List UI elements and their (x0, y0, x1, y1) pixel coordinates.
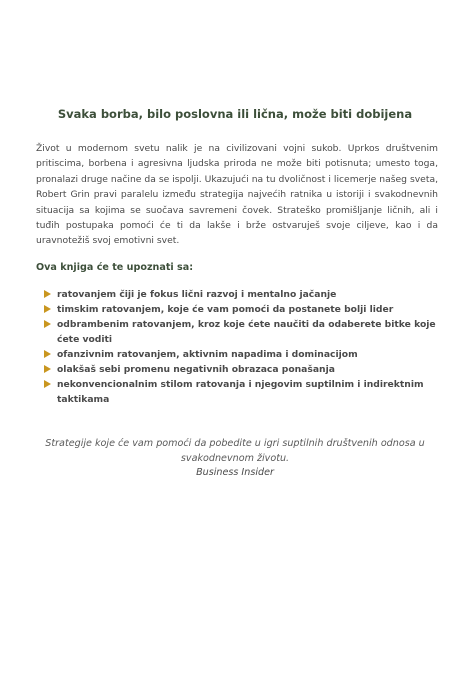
headline: Svaka borba, bilo poslovna ili lična, može biti dobijena (57, 106, 413, 121)
quote-source: Business Insider (196, 467, 274, 478)
list-item (44, 287, 444, 302)
testimonial-quote (0, 436, 470, 466)
quote-line-1: Strategije koje će vam pomoći da pobedite u igri suptilnih društvenih odnosa u (45, 438, 425, 449)
list-item (44, 347, 444, 362)
list-item-text: timskim ratovanjem, koje će vam pomoći da postanete bolji lider (57, 304, 394, 315)
intro-paragraph: Život u modernom svetu nalik je na civilizovani vojni sukob. Uprkos društvenim pritiscima, borbena i agresivna ljudska priroda ne može biti potisnuta; umesto toga, pronalazi druge načine da se ispolji. Ukazujući na tu dvoličnost i licemerje našeg sveta, Robert Grin pravi paralelu između strategija najvećih ratnika u istoriji i svakodnevnih situacija sa kojima se suočava savremeni čovek. Strateško promišljanje ličnih, ali i tuđih postupaka pomoći će ti da lakše i brže ostvaruješ svoje ciljeve, kao i da uravnotežiš svoj emotivni svet. (36, 143, 438, 247)
list-item (44, 362, 444, 377)
list-heading: Ova knjiga će te upoznati sa: (36, 262, 194, 273)
triangle-right-icon (44, 305, 51, 313)
triangle-right-icon (44, 350, 51, 358)
list-item (44, 317, 444, 347)
triangle-right-icon (44, 365, 51, 373)
list-item-text: ofanzivnim ratovanjem, aktivnim napadima i dominacijom (57, 349, 358, 360)
list-item-text: olakšaš sebi promenu negativnih obrazaca ponašanja (57, 364, 335, 375)
list-item-text: ratovanjem čiji je fokus lični razvoj i mentalno jačanje (57, 289, 337, 300)
triangle-right-icon (44, 320, 51, 328)
list-item-text: odbrambenim ratovanjem, kroz koje ćete naučiti da odaberete bitke koje ćete voditi (57, 319, 436, 345)
list-item (44, 377, 444, 407)
triangle-right-icon (44, 290, 51, 298)
feature-list (44, 287, 444, 407)
list-item-text: nekonvencionalnim stilom ratovanja i njegovim suptilnim i indirektnim taktikama (57, 379, 424, 405)
list-item (44, 302, 444, 317)
quote-line-2: svakodnevnom životu. (180, 453, 290, 464)
triangle-right-icon (44, 380, 51, 388)
